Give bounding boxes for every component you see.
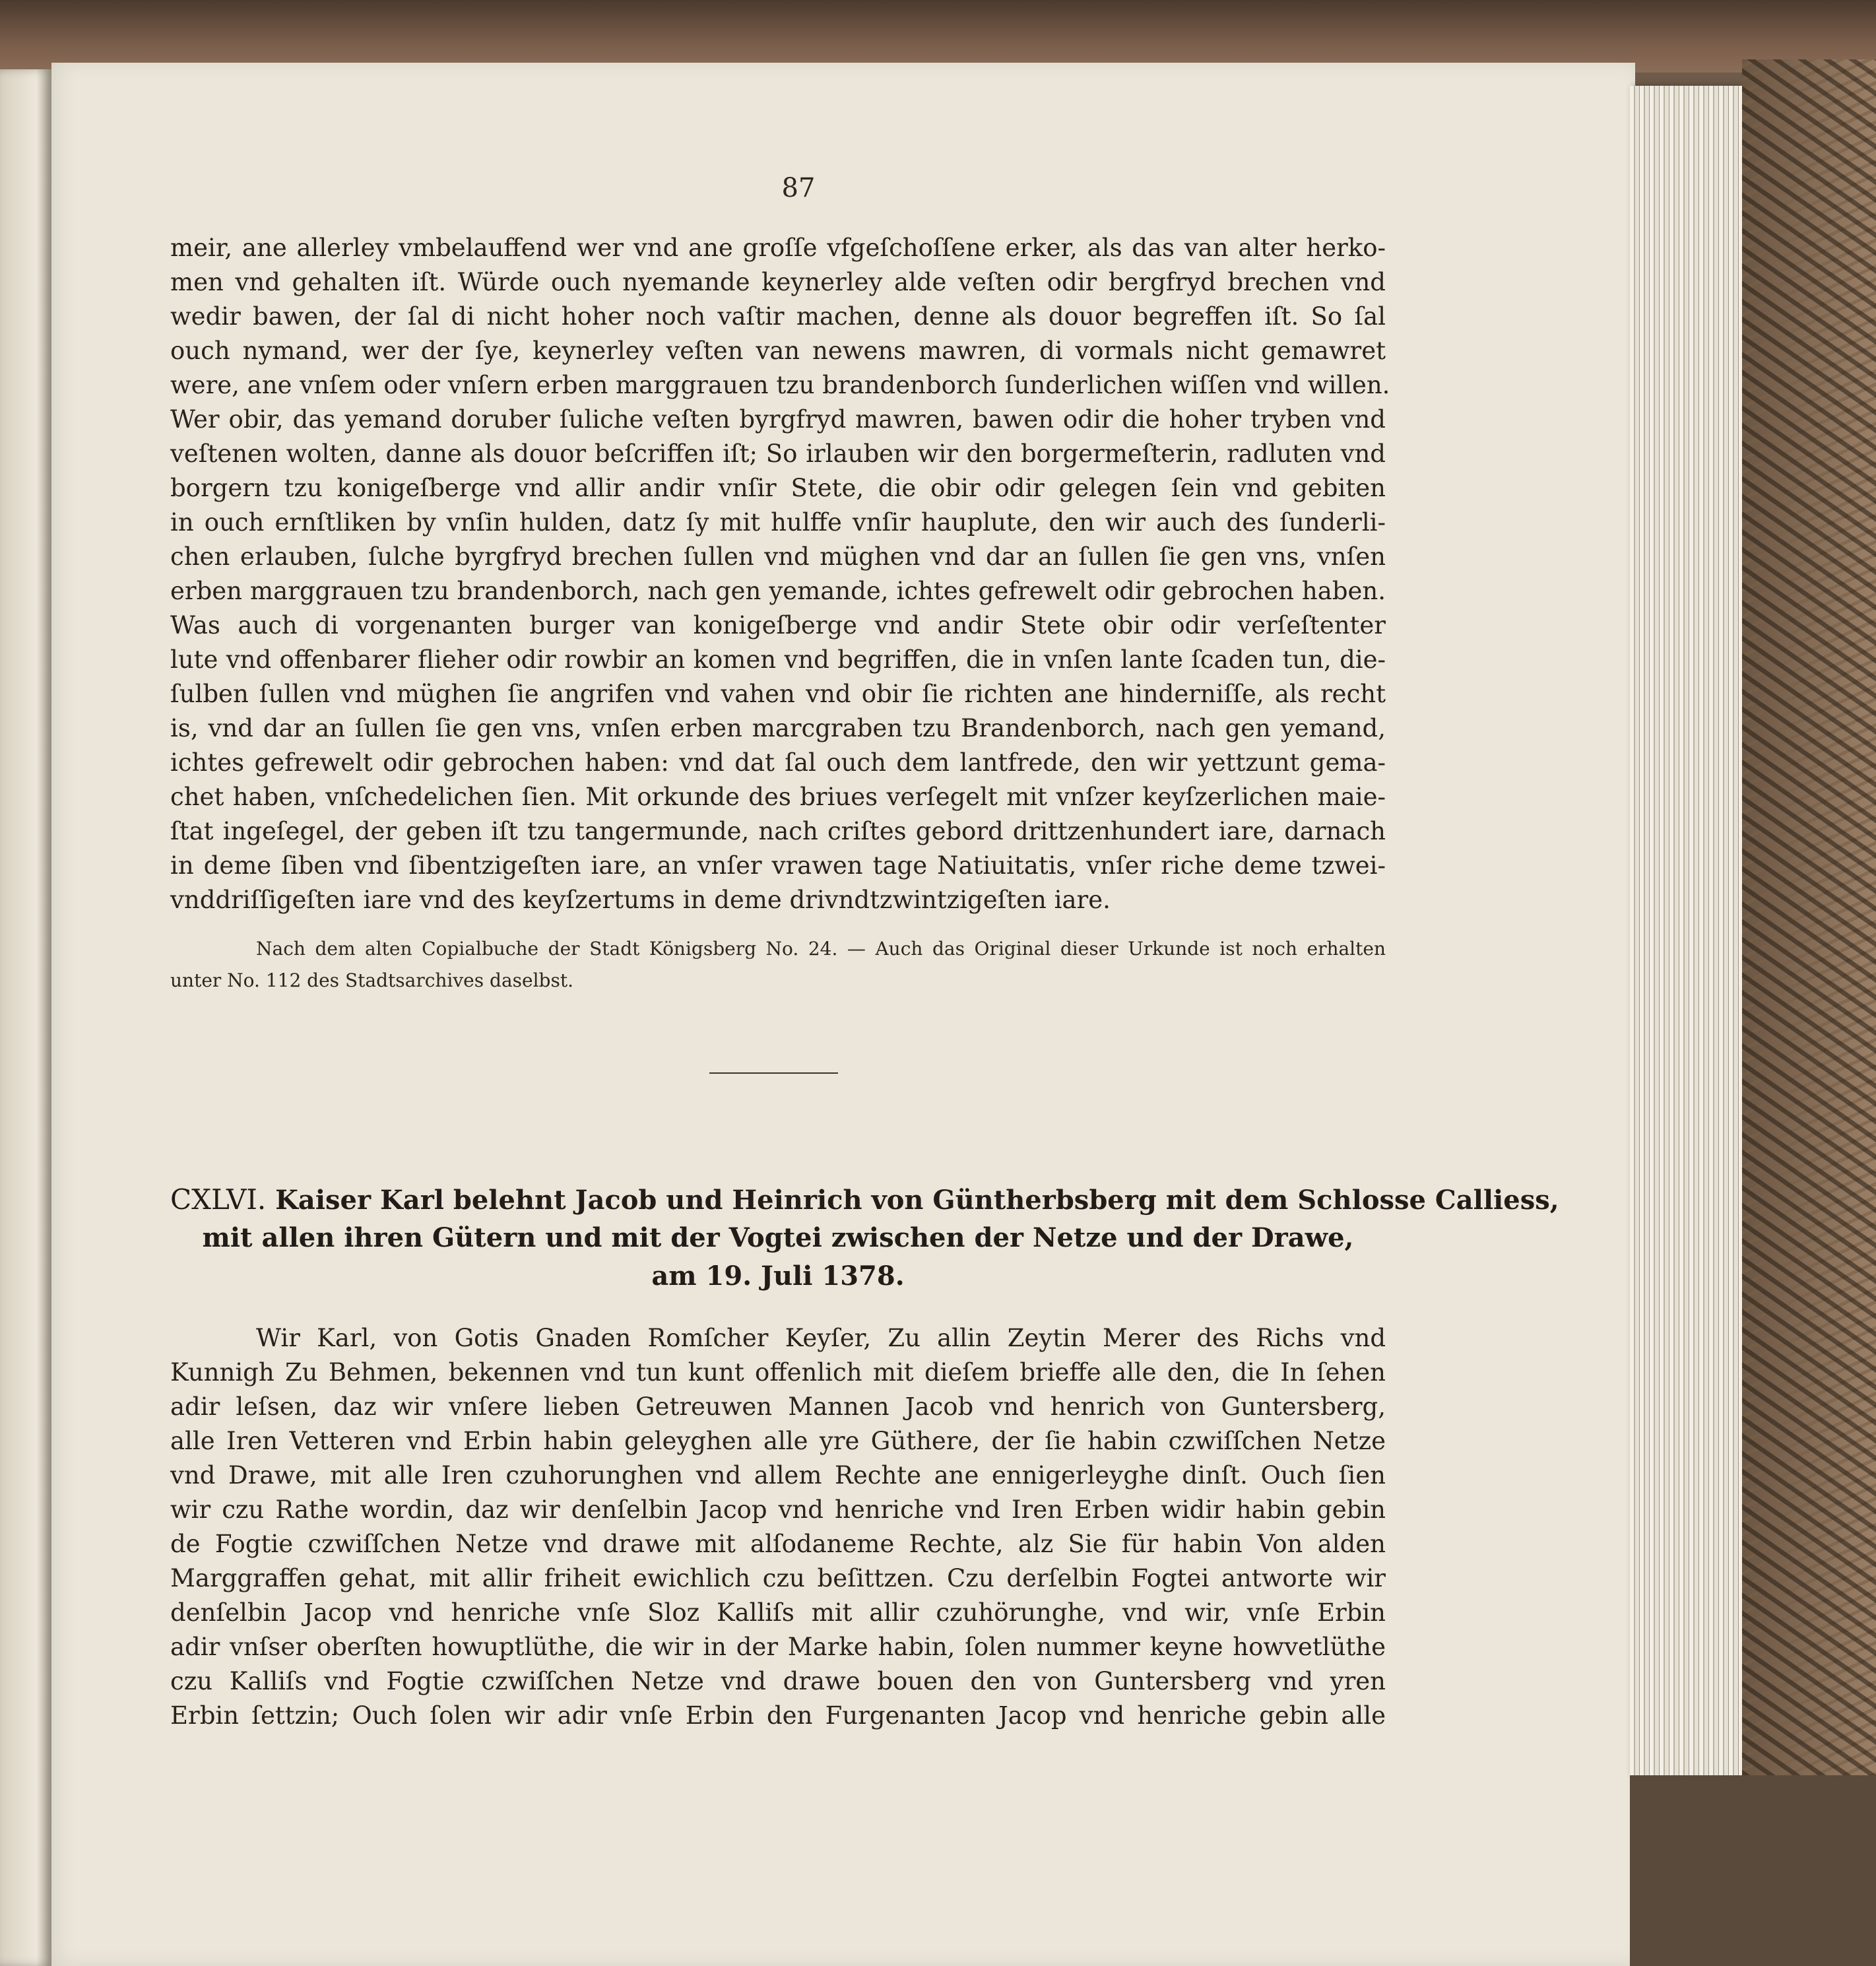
body-line: de Fogtie czwiſſchen Netze vnd drawe mit alſodaneme Rechte, alz Sie für habin Von alden: [170, 1530, 1386, 1558]
body-line: adir leſsen, daz wir vnſere lieben Getreuwen Mannen Jacob vnd henrich von Guntersberg,: [170, 1393, 1386, 1421]
body-line: is, vnd dar an ſullen ſie gen vns, vnſen erben marcgraben tzu Brandenborch, nach gen yemand,: [170, 714, 1386, 742]
body-line: men vnd gehalten iſt. Würde ouch nyemande keynerley alde veſten odir bergfryd brechen vnd: [170, 268, 1386, 296]
document-heading-line-2: mit allen ihren Gütern und mit der Vogtei zwischen der Netze und der Drawe,: [202, 1222, 1354, 1253]
document-number: CXLVI.: [170, 1183, 267, 1216]
body-line: adir vnſser oberſten howuptlüthe, die wir in der Marke habin, ſolen nummer keyne howvetlüthe: [170, 1633, 1386, 1661]
body-line: Wir Karl, von Gotis Gnaden Romſcher Keyſer, Zu allin Zeytin Merer des Richs vnd: [256, 1324, 1386, 1352]
body-line: Was auch di vorgenanten burger van konigeſberge vnd andir Stete obir odir verſeſtenter: [170, 611, 1386, 639]
body-line: vnd Drawe, mit alle Iren czuhorunghen vnd allem Rechte ane ennigerleyghe dinſt. Ouch ſien: [170, 1461, 1386, 1490]
facing-page-edge: [0, 69, 51, 1966]
body-line: Kunnigh Zu Behmen, bekennen vnd tun kunt offenlich mit dieſem brieffe alle den, die In ſehen: [170, 1358, 1386, 1387]
body-line: were, ane vnſem oder vnſern erben marggrauen tzu brandenborch ſunderlichen wiſſen vnd willen.: [170, 371, 1390, 399]
body-line: ouch nymand, wer der ſye, keynerley veſten van newens mawren, di vormals nicht gemawret: [170, 337, 1386, 365]
body-line: czu Kalliſs vnd Fogtie czwiſſchen Netze vnd drawe bouen den von Guntersberg vnd yren: [170, 1667, 1386, 1695]
body-line: Erbin ſettzin; Ouch ſolen wir adir vnſe Erbin den Furgenanten Jacop vnd henriche gebin alle: [170, 1701, 1386, 1730]
body-line: Wer obir, das yemand doruber ſuliche veſten byrgfryd mawren, bawen odir die hoher tryben vnd: [170, 405, 1386, 434]
body-line: veſtenen wolten, danne als douor beſcriffen iſt; So irlauben wir den borgermeſterin, radluten vnd: [170, 440, 1386, 468]
page-edges: [1630, 86, 1742, 1775]
body-line: wir czu Rathe wordin, daz wir denſelbin Jacop vnd henriche vnd Iren Erben widir habin gebin: [170, 1495, 1386, 1524]
page-number: 87: [781, 173, 816, 203]
body-line: alle Iren Vetteren vnd Erbin habin geleyghen alle yre Güthere, der ſie habin czwiſſchen Netze: [170, 1427, 1386, 1455]
body-line: vnddriſſigeſten iare vnd des keyſzertums in deme drivndtzwintzigeſten iare.: [170, 886, 1111, 914]
marbled-book-board: [1742, 59, 1876, 1775]
body-line: lute vnd offenbarer flieher odir rowbir an komen vnd begriffen, die in vnſen lante ſcaden tun, die-: [170, 645, 1386, 674]
body-line: meir, ane allerley vmbelauffend wer vnd ane groſſe vfgeſchoſſene erker, als das van alter herko-: [170, 234, 1386, 262]
body-line: ichtes gefrewelt odir gebrochen haben: vnd dat ſal ouch dem lantfrede, den wir yettzunt gema-: [170, 748, 1386, 777]
body-line: Marggraffen gehat, mit allir friheit ewichlich czu beſittzen. Czu derſelbin Fogtei antworte wir: [170, 1564, 1386, 1592]
document-heading-date: am 19. Juli 1378.: [651, 1261, 905, 1292]
body-line: ſulben ſullen vnd müghen ſie angrifen vnd vahen vnd obir ſie richten ane hinderniſſe, als recht: [170, 680, 1386, 708]
section-divider: [709, 1072, 838, 1074]
body-line: wedir bawen, der ſal di nicht hoher noch vaſtir machen, denne als douor begreffen iſt. So ſal: [170, 302, 1386, 331]
background-shadow: [1630, 1775, 1876, 1966]
body-line: chen erlauben, ſulche byrgfryd brechen ſullen vnd müghen vnd dar an ſullen ſie gen vns, vnſen: [170, 542, 1386, 571]
heading-text: Kaiser Karl belehnt Jacob und Heinrich von Güntherbsberg mit dem Schlosse Calliess,: [275, 1185, 1559, 1216]
body-line: ſtat ingeſegel, der geben iſt tzu tangermunde, nach criſtes gebord drittzenhundert iare, darnach: [170, 817, 1386, 845]
source-note-line: Nach dem alten Copialbuche der Stadt Königsberg No. 24. — Auch das Original dieser Urkunde ist noch erhalten: [256, 938, 1386, 960]
body-line: denſelbin Jacop vnd henriche vnſe Sloz Kalliſs mit allir czuhörunghe, vnd wir, vnſe Erbin: [170, 1598, 1386, 1627]
document-heading-line-1: [170, 1181, 1559, 1219]
body-line: borgern tzu konigeſberge vnd allir andir vnſir Stete, die obir odir gelegen ſein vnd gebiten: [170, 474, 1386, 502]
book-cover-edge: [0, 0, 1876, 73]
source-note-line: unter No. 112 des Stadtsarchives daselbst.: [170, 969, 573, 991]
body-line: in ouch ernſtliken by vnſin hulden, datz ſy mit hulffe vnſir hauplute, den wir auch des ſunderli-: [170, 508, 1386, 537]
body-line: in deme ſiben vnd ſibentzigeſten iare, an vnſer vrawen tage Natiuitatis, vnſer riche deme tzwei-: [170, 851, 1386, 880]
body-line: erben marggrauen tzu brandenborch, nach gen yemande, ichtes gefrewelt odir gebrochen haben.: [170, 577, 1386, 605]
body-line: chet haben, vnſchedelichen ſien. Mit orkunde des briues verſegelt mit vnſzer keyſzerlichen maie-: [170, 783, 1386, 811]
